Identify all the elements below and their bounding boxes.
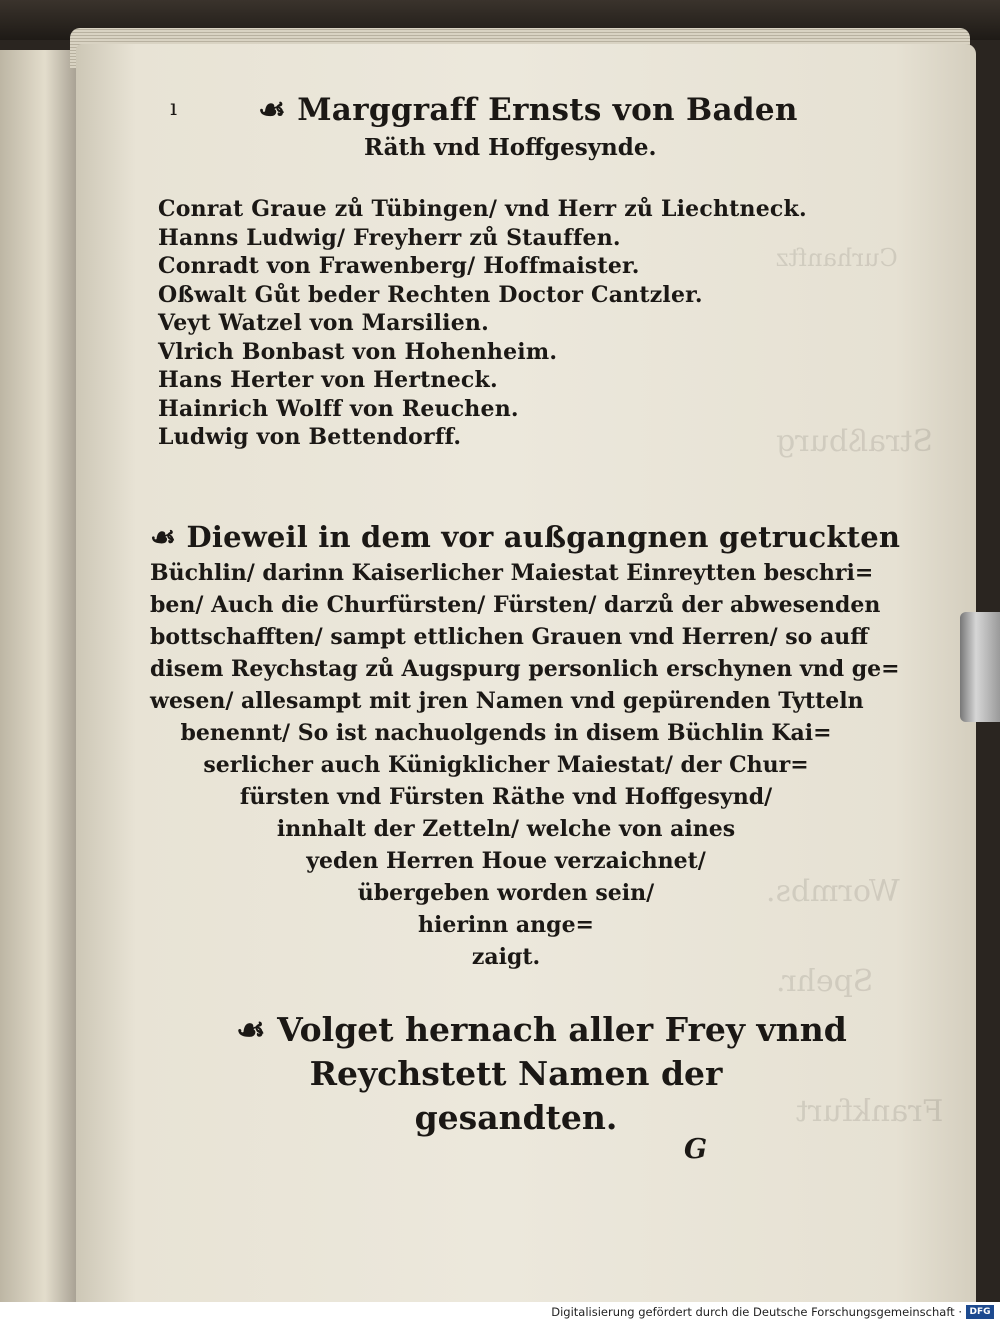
show-through-text: Frankfurt [796,1094,944,1129]
paragraph-line: benennt/ So ist nachuolgends in disem Büchlin Kai= [180,720,832,746]
list-item: Oßwalt Gůt beder Rechten Doctor Cantzler. [158,281,703,308]
paragraph-line: wesen/ allesampt mit jren Namen vnd gepürenden Tytteln [150,688,864,714]
paragraph-line: serlicher auch Künigklicher Maiestat/ der Chur= [203,752,809,778]
paragraph-line: fürsten vnd Fürsten Räthe vnd Hoffgesynd/ [239,784,773,810]
closing-line: ☙ Volget hernach aller Frey vnnd [236,1010,847,1049]
pilcrow-icon: ☙ [258,92,287,128]
paragraph-line: yeden Herren Houe verzaichnet/ [306,848,706,874]
paragraph-line: ben/ Auch die Churfürsten/ Fürsten/ darzů der abwesenden [150,592,881,618]
list-item: Vlrich Bonbast von Hohenheim. [158,338,558,365]
pilcrow-icon: ☙ [150,520,177,554]
show-through-text: Spehr. [776,964,874,999]
show-through-text: Straßburg [776,424,933,459]
list-item: Hanns Ludwig/ Freyherr zů Stauffen. [158,224,621,251]
section-heading [258,92,798,128]
heading-subtitle: Räth vnd Hoffgesynde. [364,134,657,161]
signature-mark: G [684,1134,708,1165]
footer-bar [0,1302,1000,1323]
page-clip [960,612,1000,722]
margin-mark: ı [170,96,178,121]
paragraph-line: ☙ Dieweil in dem vor außgangnen getruckten [150,520,901,554]
paragraph-line: übergeben worden sein/ [357,880,655,906]
paragraph-line: Büchlin/ darinn Kaiserlicher Maiestat Einreytten beschri= [150,560,874,586]
list-item: Hainrich Wolff von Reuchen. [158,395,519,422]
paragraph-line: innhalt der Zetteln/ welche von aines [276,816,736,842]
heading-title: Marggraff Ernsts von Baden [297,92,798,128]
paragraph-line: hierinn ange= [417,912,594,938]
list-item: Veyt Watzel von Marsilien. [158,310,489,336]
show-through-text: Wormbs. [766,874,900,909]
closing-line: gesandten. [414,1098,618,1137]
paragraph-line: bottschafften/ sampt ettlichen Grauen vnd Herren/ so auff [150,624,869,650]
list-item: Hans Herter von Hertneck. [158,367,498,393]
list-item: Conrat Graue zů Tübingen/ vnd Herr zů Liechtneck. [158,196,807,222]
paragraph-line: disem Reychstag zů Augspurg personlich erschynen vnd ge= [150,656,900,682]
pilcrow-icon: ☙ [236,1010,266,1049]
funding-credit: Digitalisierung gefördert durch die Deutsche Forschungsgemeinschaft · [551,1305,962,1319]
show-through-text: Curhanftz [776,244,898,272]
intro-paragraph [150,520,901,976]
list-item: Conradt von Frawenberg/ Hoffmaister. [158,253,640,279]
names-list [158,196,838,453]
closing-line: Reychstett Namen der [309,1054,723,1093]
dfg-logo: DFG [966,1305,994,1319]
closing-heading [236,1010,847,1142]
facing-page-edge [0,50,82,1302]
paragraph-line: zaigt. [471,944,541,970]
list-item: Ludwig von Bettendorff. [158,424,462,450]
